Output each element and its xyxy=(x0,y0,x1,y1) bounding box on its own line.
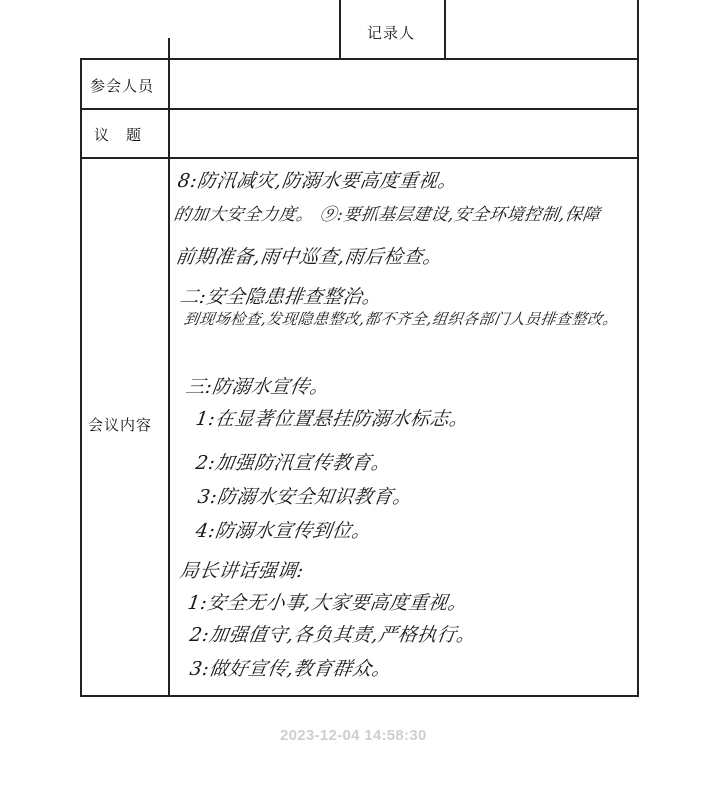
handwritten-line: 3:防溺水安全知识教育。 xyxy=(196,486,414,508)
table-border-left xyxy=(80,58,82,696)
top-row-divider-1 xyxy=(168,38,170,60)
handwritten-line: 到现场检查,发现隐患整改,都不齐全,组织各部门人员排查整改。 xyxy=(182,310,620,328)
handwritten-line: 8:防汛减灾,防溺水要高度重视。 xyxy=(176,170,459,192)
table-border-bottom xyxy=(80,695,639,697)
table-border-right xyxy=(637,0,639,696)
handwritten-line: 三:防溺水宣传。 xyxy=(184,376,331,398)
handwritten-line: 局长讲话强调: xyxy=(178,560,306,582)
content-label: 会议内容 xyxy=(88,416,153,434)
handwritten-line: 4:防溺水宣传到位。 xyxy=(194,520,373,542)
label-column-divider xyxy=(168,58,170,696)
row-line-1 xyxy=(80,58,639,60)
handwritten-line: 二:安全隐患排查整治。 xyxy=(178,286,384,308)
handwritten-line: 2:加强防汛宣传教育。 xyxy=(194,452,393,474)
handwritten-line: 前期准备,雨中巡查,雨后检查。 xyxy=(174,246,444,268)
scan-timestamp: 2023-12-04 14:58:30 xyxy=(280,727,427,744)
top-row-divider-2 xyxy=(339,0,341,60)
handwritten-line: 1:在显著位置悬挂防溺水标志。 xyxy=(194,408,471,430)
attendees-label: 参会人员 xyxy=(90,77,155,95)
handwritten-line: 1:安全无小事,大家要高度重视。 xyxy=(186,592,469,614)
topic-label: 议 题 xyxy=(94,126,143,144)
row-line-2 xyxy=(80,108,639,110)
recorder-label: 记录人 xyxy=(367,24,416,42)
handwritten-line: 2:加强值守,各负其责,严格执行。 xyxy=(188,624,478,646)
top-row-divider-3 xyxy=(444,0,446,60)
handwritten-line: 的加大安全力度。 ⑨:要抓基层建设,安全环境控制,保障 xyxy=(172,205,602,225)
meeting-record-form xyxy=(80,0,639,696)
handwritten-line: 3:做好宣传,教育群众。 xyxy=(188,658,393,680)
row-line-3 xyxy=(80,157,639,159)
